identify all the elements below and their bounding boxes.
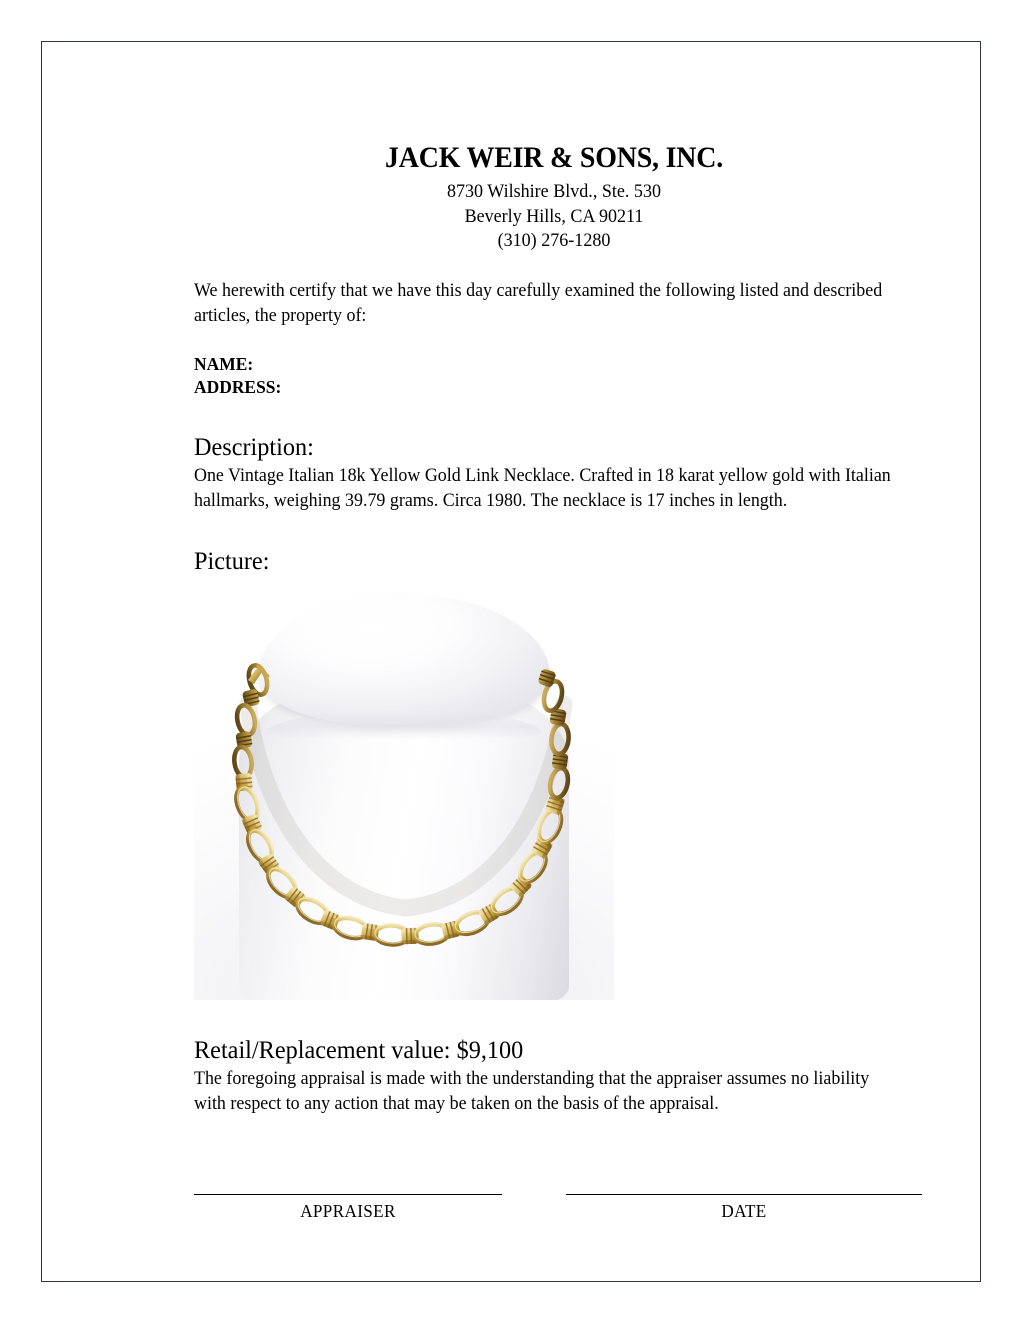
description-heading: Description: — [194, 433, 314, 461]
address-line-1: 8730 Wilshire Blvd., Ste. 530 — [446, 181, 662, 203]
letterhead — [194, 142, 914, 253]
address-line-2: Beverly Hills, CA 90211 — [464, 205, 644, 227]
signature-area — [194, 1194, 922, 1222]
picture-section — [194, 547, 914, 1000]
client-fields — [194, 353, 914, 399]
necklace-photo — [194, 580, 614, 1000]
description-text: One Vintage Italian 18k Yellow Gold Link Necklace. Crafted in 18 karat yellow gold with Italian hallmarks, weighing 39.79 grams. Circa 1980. The necklace is 17 inches in length. — [194, 466, 891, 511]
company-name: JACK WEIR & SONS, INC. — [385, 141, 723, 174]
certification-intro-text: We herewith certify that we have this day carefully examined the following listed and described articles, the property of: — [194, 281, 883, 326]
appraiser-label: APPRAISER — [300, 1201, 396, 1221]
date-label: DATE — [721, 1201, 767, 1221]
picture-heading: Picture: — [194, 548, 270, 576]
gold-necklace-chain — [194, 580, 614, 1000]
client-name-label: NAME: — [194, 353, 254, 374]
description-section — [194, 433, 914, 514]
document-content — [194, 142, 914, 1116]
appraiser-signature-block — [194, 1194, 502, 1222]
page-border-frame — [41, 41, 981, 1282]
date-signature-block — [566, 1194, 922, 1222]
phone-number: (310) 276-1280 — [497, 230, 611, 252]
value-section — [194, 1036, 914, 1117]
liability-disclaimer: The foregoing appraisal is made with the understanding that the appraiser assumes no liability with respect to any action that may be taken on the basis of the appraisal. — [194, 1069, 870, 1114]
retail-replacement-value: Retail/Replacement value: $9,100 — [194, 1036, 524, 1064]
client-address-label: ADDRESS: — [194, 376, 282, 397]
